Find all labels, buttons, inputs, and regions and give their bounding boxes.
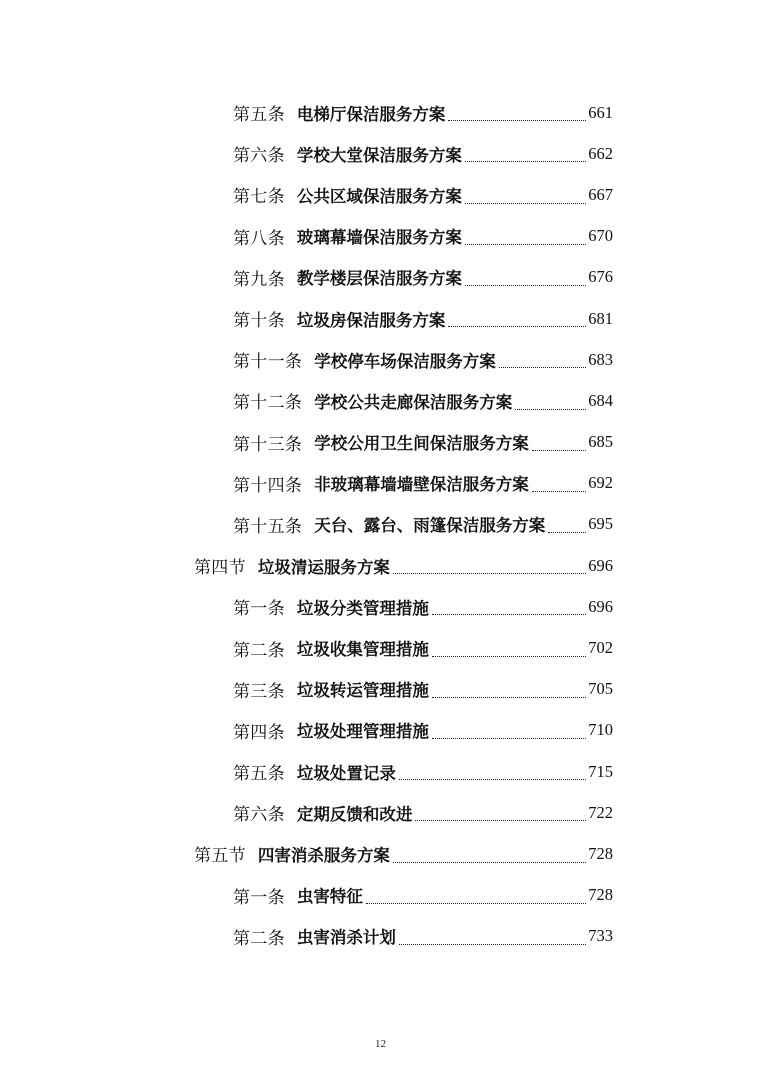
toc-dot-leader [399,779,586,780]
toc-entry[interactable] [0,504,613,545]
toc-dot-leader [366,903,586,904]
toc-entry-page: 684 [588,390,613,410]
toc-entry[interactable] [0,216,613,257]
toc-entry-title: 天台、露台、雨篷保洁服务方案 [314,516,546,536]
toc-entry-page: 728 [588,843,613,863]
toc-entry-title: 非玻璃幕墙墙壁保洁服务方案 [314,475,529,495]
toc-entry[interactable] [0,792,613,833]
toc-entry-page: 702 [588,638,613,658]
toc-entry-page: 710 [588,720,613,740]
toc-entry-page: 715 [588,761,613,781]
toc-entry-page: 695 [588,514,613,534]
toc-entry-label: 第十三条 [233,434,303,455]
toc-entry-label: 第八条 [233,228,285,249]
toc-dot-leader [465,285,586,286]
toc-entry-page: 676 [588,267,613,287]
toc-entry-title: 垃圾分类管理措施 [296,598,429,618]
toc-entry-page: 670 [588,226,613,246]
toc-dot-leader [465,203,586,204]
toc-entry[interactable] [0,174,613,215]
toc-entry-page: 681 [588,308,613,328]
toc-entry[interactable] [0,380,613,421]
toc-entry-label: 第十二条 [233,393,303,414]
toc-dot-leader [415,820,586,821]
toc-entry-label: 第二条 [233,640,285,661]
toc-entry-label: 第四条 [233,722,285,743]
toc-entry-page: 692 [588,473,613,493]
toc-entry-title: 垃圾清运服务方案 [257,557,390,577]
page-number: 12 [375,1038,386,1050]
toc-entry-title: 垃圾处理管理措施 [296,722,429,742]
toc-entry-title: 垃圾房保洁服务方案 [296,310,446,330]
toc-dot-leader [399,944,586,945]
toc-entry-page: 685 [588,432,613,452]
toc-entry-title: 学校停车场保洁服务方案 [314,351,496,371]
toc-entry-title: 玻璃幕墙保洁服务方案 [296,228,462,248]
toc-dot-leader [448,326,586,327]
toc-entry-page: 722 [588,802,613,822]
toc-entry[interactable] [0,751,613,792]
toc-entry-label: 第十一条 [233,352,303,373]
toc-entry-label: 第二条 [233,928,285,949]
toc-dot-leader [465,161,586,162]
toc-entry[interactable] [0,257,613,298]
toc-entry[interactable] [0,298,613,339]
toc-entry[interactable] [0,710,613,751]
toc-dot-leader [515,409,586,410]
toc-entry[interactable] [0,463,613,504]
toc-entry-title: 虫害消杀计划 [296,928,396,948]
toc-entry-page: 728 [588,885,613,905]
toc-entry-label: 第五条 [233,764,285,785]
toc-entry-label: 第六条 [233,805,285,826]
toc-entry-label: 第十五条 [233,516,303,537]
toc-entry-label: 第五节 [194,846,246,867]
toc-entry-title: 学校公共走廊保洁服务方案 [314,392,513,412]
toc-entry-title: 垃圾转运管理措施 [296,681,429,701]
toc-entry-page: 667 [588,184,613,204]
toc-dot-leader [393,573,586,574]
toc-entry-title: 垃圾处置记录 [296,763,396,783]
toc-dot-leader [432,656,586,657]
toc-entry-title: 四害消杀服务方案 [257,845,390,865]
toc-entry-page: 733 [588,926,613,946]
toc-entry[interactable] [0,92,613,133]
toc-entry-title: 虫害特征 [296,887,363,907]
toc-entry-label: 第十四条 [233,475,303,496]
toc-entry-page: 661 [588,102,613,122]
toc-entry-title: 学校大堂保洁服务方案 [296,145,462,165]
toc-dot-leader [432,614,586,615]
toc-entry-page: 696 [588,596,613,616]
toc-entry-title: 学校公用卫生间保洁服务方案 [314,434,529,454]
toc-entry-page: 662 [588,143,613,163]
toc-entry-label: 第七条 [233,187,285,208]
toc-entry-page: 696 [588,555,613,575]
toc-entry[interactable] [0,875,613,916]
toc-entry[interactable] [0,422,613,463]
toc-entry-title: 定期反馈和改进 [296,804,413,824]
toc-dot-leader [393,862,586,863]
toc-entry-page: 705 [588,679,613,699]
toc-entry[interactable] [0,669,613,710]
toc-entry-label: 第一条 [233,599,285,620]
toc-dot-leader [532,450,587,451]
toc-entry-title: 公共区域保洁服务方案 [296,186,462,206]
toc-dot-leader [432,697,586,698]
toc-entry-page: 683 [588,349,613,369]
toc-entry-label: 第十条 [233,311,285,332]
toc-entry-label: 第四节 [194,558,246,579]
toc-section-entry[interactable] [0,833,613,874]
toc-entry[interactable] [0,916,613,957]
toc-entry-title: 电梯厅保洁服务方案 [296,104,446,124]
toc-entry-label: 第一条 [233,887,285,908]
toc-entry[interactable] [0,133,613,174]
toc-dot-leader [499,367,587,368]
toc-entry-label: 第六条 [233,146,285,167]
toc-dot-leader [532,491,587,492]
table-of-contents [0,92,761,957]
toc-dot-leader [448,120,586,121]
toc-entry[interactable] [0,339,613,380]
toc-entry[interactable] [0,627,613,668]
toc-entry-title: 垃圾收集管理措施 [296,640,429,660]
toc-section-entry[interactable] [0,545,613,586]
toc-entry-label: 第五条 [233,105,285,126]
toc-entry-label: 第三条 [233,681,285,702]
toc-entry[interactable] [0,586,613,627]
toc-dot-leader [432,738,586,739]
toc-dot-leader [548,532,586,533]
toc-dot-leader [465,244,586,245]
toc-entry-label: 第九条 [233,269,285,290]
toc-entry-title: 教学楼层保洁服务方案 [296,269,462,289]
